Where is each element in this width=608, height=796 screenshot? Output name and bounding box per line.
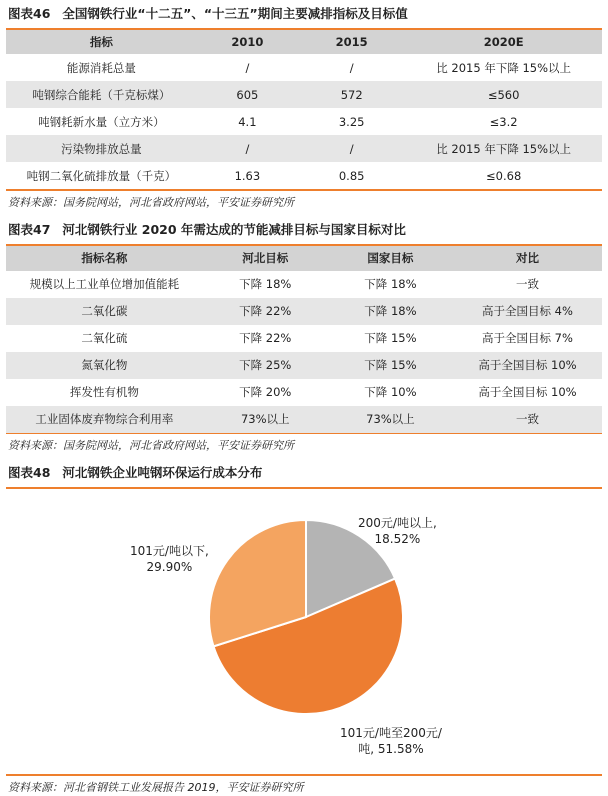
fig47-header-row: [6, 246, 602, 271]
table-cell: 二氧化碳: [6, 298, 203, 325]
fig46-table: [6, 30, 602, 189]
fig47-header-cell: 对比: [453, 246, 602, 271]
table-cell: 605: [197, 81, 298, 108]
fig46-header-cell: 2010: [197, 30, 298, 54]
table-cell: 比 2015 年下降 15%以上: [405, 135, 602, 162]
table-cell: 下降 15%: [328, 352, 453, 379]
fig47-header-cell: 国家目标: [328, 246, 453, 271]
table-row: [6, 108, 602, 135]
table-cell: 下降 18%: [364, 277, 417, 291]
pie-label-line: 29.90%: [146, 560, 193, 574]
table-row: [6, 135, 602, 162]
pie-label-line: 101元/吨以下,: [130, 544, 209, 558]
table-cell: ≤0.68: [486, 168, 522, 183]
table-row: [6, 298, 602, 325]
fig46-header-cell: 2020E: [405, 30, 602, 54]
table-cell: 能源消耗总量: [66, 60, 136, 75]
pie-label-0: [358, 515, 437, 547]
pie-label-line: 200元/吨以上,: [358, 516, 437, 530]
pie-chart: [6, 489, 602, 774]
table-row: [6, 406, 602, 433]
table-cell: 下降 22%: [203, 298, 328, 325]
fig47-number: 图表47: [8, 221, 51, 237]
table-cell: ≤560: [405, 81, 602, 108]
fig47-header-cell: 河北目标: [203, 246, 328, 271]
table-row: [6, 379, 602, 406]
fig46-number: 图表46: [8, 6, 51, 21]
table-cell: 73%以上: [203, 406, 328, 433]
table-cell: 下降 10%: [364, 385, 417, 399]
table-cell: 下降 22%: [239, 331, 292, 345]
table-cell: ≤3.2: [489, 114, 518, 129]
fig46-source: 资料来源：国务院网站，河北省政府网站，平安证券研究所: [8, 195, 294, 209]
table-cell: 高于全国目标 4%: [453, 298, 602, 325]
table-cell: 高于全国目标 10%: [478, 385, 577, 399]
table-cell: 0.85: [338, 168, 365, 183]
table-cell: 高于全国目标 10%: [453, 352, 602, 379]
table-cell: 吨钢综合能耗（千克标煤）: [6, 81, 197, 108]
table-cell: 下降 15%: [364, 331, 417, 345]
pie-chart-svg: [6, 489, 602, 774]
table-cell: 下降 20%: [239, 385, 292, 399]
table-cell: 工业固体废弃物综合利用率: [6, 406, 203, 433]
table-row: [6, 325, 602, 352]
fig47-table: [6, 246, 602, 433]
table-cell: 一致: [515, 277, 539, 291]
table-cell: 规模以上工业单位增加值能耗: [29, 277, 180, 291]
fig48-title-text: 河北钢铁企业吨钢环保运行成本分布: [62, 465, 263, 480]
pie-label-line: 101元/吨至200元/: [340, 726, 442, 740]
fig46-title-text: 全国钢铁行业“十二五”、“十三五”期间主要减排指标及目标值: [62, 6, 408, 21]
table-cell: 下降 25%: [203, 352, 328, 379]
table-cell: 污染物排放总量: [6, 135, 197, 162]
table-cell: 1.63: [234, 168, 261, 183]
fig46-header-cell: 指标: [6, 30, 197, 54]
table-row: [6, 271, 602, 298]
fig46-header-row: [6, 30, 602, 54]
table-cell: 比 2015 年下降 15%以上: [436, 60, 572, 75]
table-cell: 高于全国目标 7%: [482, 331, 573, 345]
pie-label-1: [340, 725, 442, 757]
fig48-source: 资料来源：河北省钢铁工业发展报告 2019，平安证券研究所: [8, 780, 304, 794]
pie-label-2: [130, 543, 209, 575]
table-cell: 一致: [453, 406, 602, 433]
table-cell: /: [197, 135, 298, 162]
table-cell: 73%以上: [328, 406, 453, 433]
table-cell: 吨钢耗新水量（立方米）: [38, 114, 165, 129]
fig47-source: 资料来源：国务院网站，河北省政府网站，平安证券研究所: [8, 439, 294, 452]
table-cell: 二氧化硫: [81, 331, 128, 345]
pie-label-line: 吨, 51.58%: [358, 742, 424, 756]
fig47-header-cell: 指标名称: [6, 246, 203, 271]
table-cell: 下降 18%: [328, 298, 453, 325]
table-cell: /: [349, 60, 354, 75]
table-cell: /: [298, 135, 405, 162]
table-cell: 3.25: [338, 114, 365, 129]
table-row: [6, 352, 602, 379]
fig46-header-cell: 2015: [298, 30, 405, 54]
fig46-title: [6, 0, 602, 28]
table-cell: 下降 18%: [239, 277, 292, 291]
table-row: [6, 54, 602, 81]
fig48-number: 图表48: [8, 465, 51, 480]
table-row: [6, 81, 602, 108]
table-cell: 氮氧化物: [6, 352, 203, 379]
table-row: [6, 162, 602, 189]
pie-label-line: 18.52%: [374, 532, 421, 546]
fig47-title-text: 河北钢铁行业 2020 年需达成的节能减排目标与国家目标对比: [62, 221, 406, 237]
table-cell: 吨钢二氧化硫排放量（千克）: [26, 168, 177, 183]
table-cell: 4.1: [238, 114, 257, 129]
table-cell: 挥发性有机物: [69, 385, 139, 399]
table-cell: /: [245, 60, 250, 75]
fig48-title: [6, 459, 602, 487]
fig47-title: [6, 216, 602, 244]
table-cell: 572: [298, 81, 405, 108]
